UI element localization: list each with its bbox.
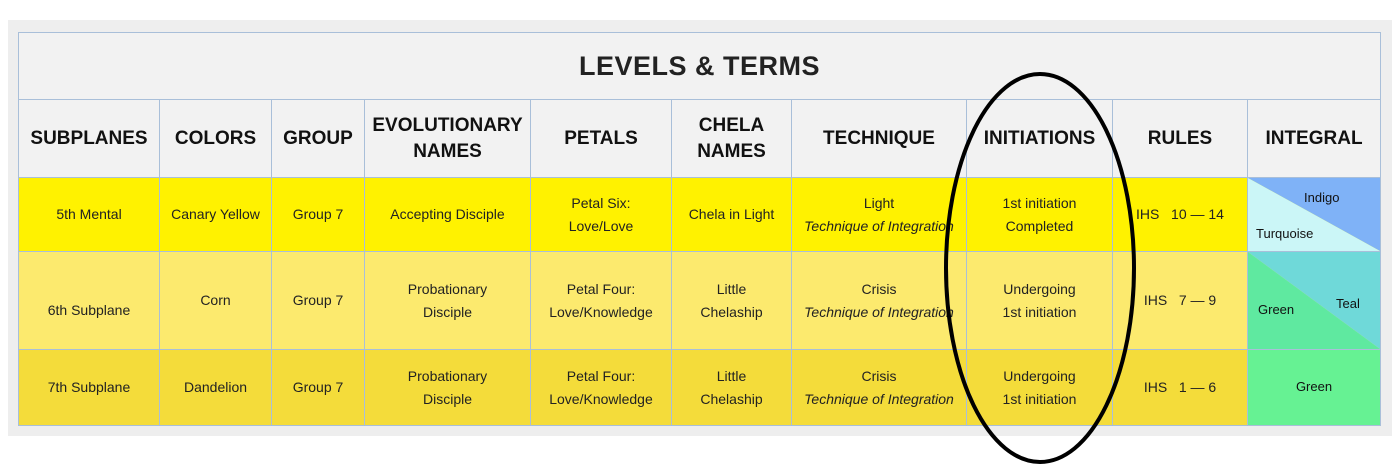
subplane-cell: 5th Mental: [19, 178, 160, 252]
petals-cell: Petal Four: Love/Knowledge: [531, 252, 672, 350]
group-cell: Group 7: [272, 350, 365, 426]
header-integral: INTEGRAL: [1248, 100, 1381, 178]
header-row: [19, 100, 1381, 178]
initiation-cell: Undergoing 1st initiation: [967, 252, 1113, 350]
header-petals: PETALS: [531, 100, 672, 178]
header-initiations: INITIATIONS: [967, 100, 1113, 178]
table-row: [19, 178, 1381, 252]
integral-label-green: Green: [1295, 379, 1333, 395]
evolutionary-name-cell: Probationary Disciple: [365, 350, 531, 426]
header-subplanes: SUBPLANES: [19, 100, 160, 178]
header-technique: TECHNIQUE: [792, 100, 967, 178]
chela-name-cell: Little Chelaship: [672, 350, 792, 426]
petals-cell: Petal Six: Love/Love: [531, 178, 672, 252]
rules-cell: IHS 10 — 14: [1113, 178, 1248, 252]
technique-cell: Crisis Technique of Integration: [792, 252, 967, 350]
integral-cell: [1248, 178, 1381, 252]
petals-cell: Petal Four: Love/Knowledge: [531, 350, 672, 426]
evolutionary-name-cell: Accepting Disciple: [365, 178, 531, 252]
integral-label-indigo: Indigo: [1304, 190, 1340, 205]
color-cell: Dandelion: [160, 350, 272, 426]
integral-label-green: Green: [1258, 302, 1295, 317]
integral-label-teal: Teal: [1336, 296, 1360, 311]
table-row: [19, 252, 1381, 350]
rules-cell: IHS 1 — 6: [1113, 350, 1248, 426]
chela-name-cell: Little Chelaship: [672, 252, 792, 350]
technique-cell: Light Technique of Integration: [792, 178, 967, 252]
initiation-cell: Undergoing 1st initiation: [967, 350, 1113, 426]
color-cell: Canary Yellow: [160, 178, 272, 252]
header-rules: RULES: [1113, 100, 1248, 178]
header-evolutionary-names: EVOLUTIONARY NAMES: [365, 100, 531, 178]
integral-cell: [1248, 252, 1381, 350]
header-group: GROUP: [272, 100, 365, 178]
levels-terms-table: [18, 32, 1381, 426]
integral-label-turquoise: Turquoise: [1256, 226, 1314, 241]
color-cell: Corn: [160, 252, 272, 350]
group-cell: Group 7: [272, 178, 365, 252]
header-colors: COLORS: [160, 100, 272, 178]
rules-cell: IHS 7 — 9: [1113, 252, 1248, 350]
chela-name-cell: Chela in Light: [672, 178, 792, 252]
evolutionary-name-cell: Probationary Disciple: [365, 252, 531, 350]
group-cell: Group 7: [272, 252, 365, 350]
table-row: [19, 350, 1381, 426]
table-title: LEVELS & TERMS: [19, 33, 1381, 100]
integral-cell: [1248, 350, 1381, 426]
initiation-cell: 1st initiation Completed: [967, 178, 1113, 252]
header-chela-names: CHELA NAMES: [672, 100, 792, 178]
subplane-cell: 6th Subplane: [19, 252, 160, 350]
subplane-cell: 7th Subplane: [19, 350, 160, 426]
technique-cell: Crisis Technique of Integration: [792, 350, 967, 426]
